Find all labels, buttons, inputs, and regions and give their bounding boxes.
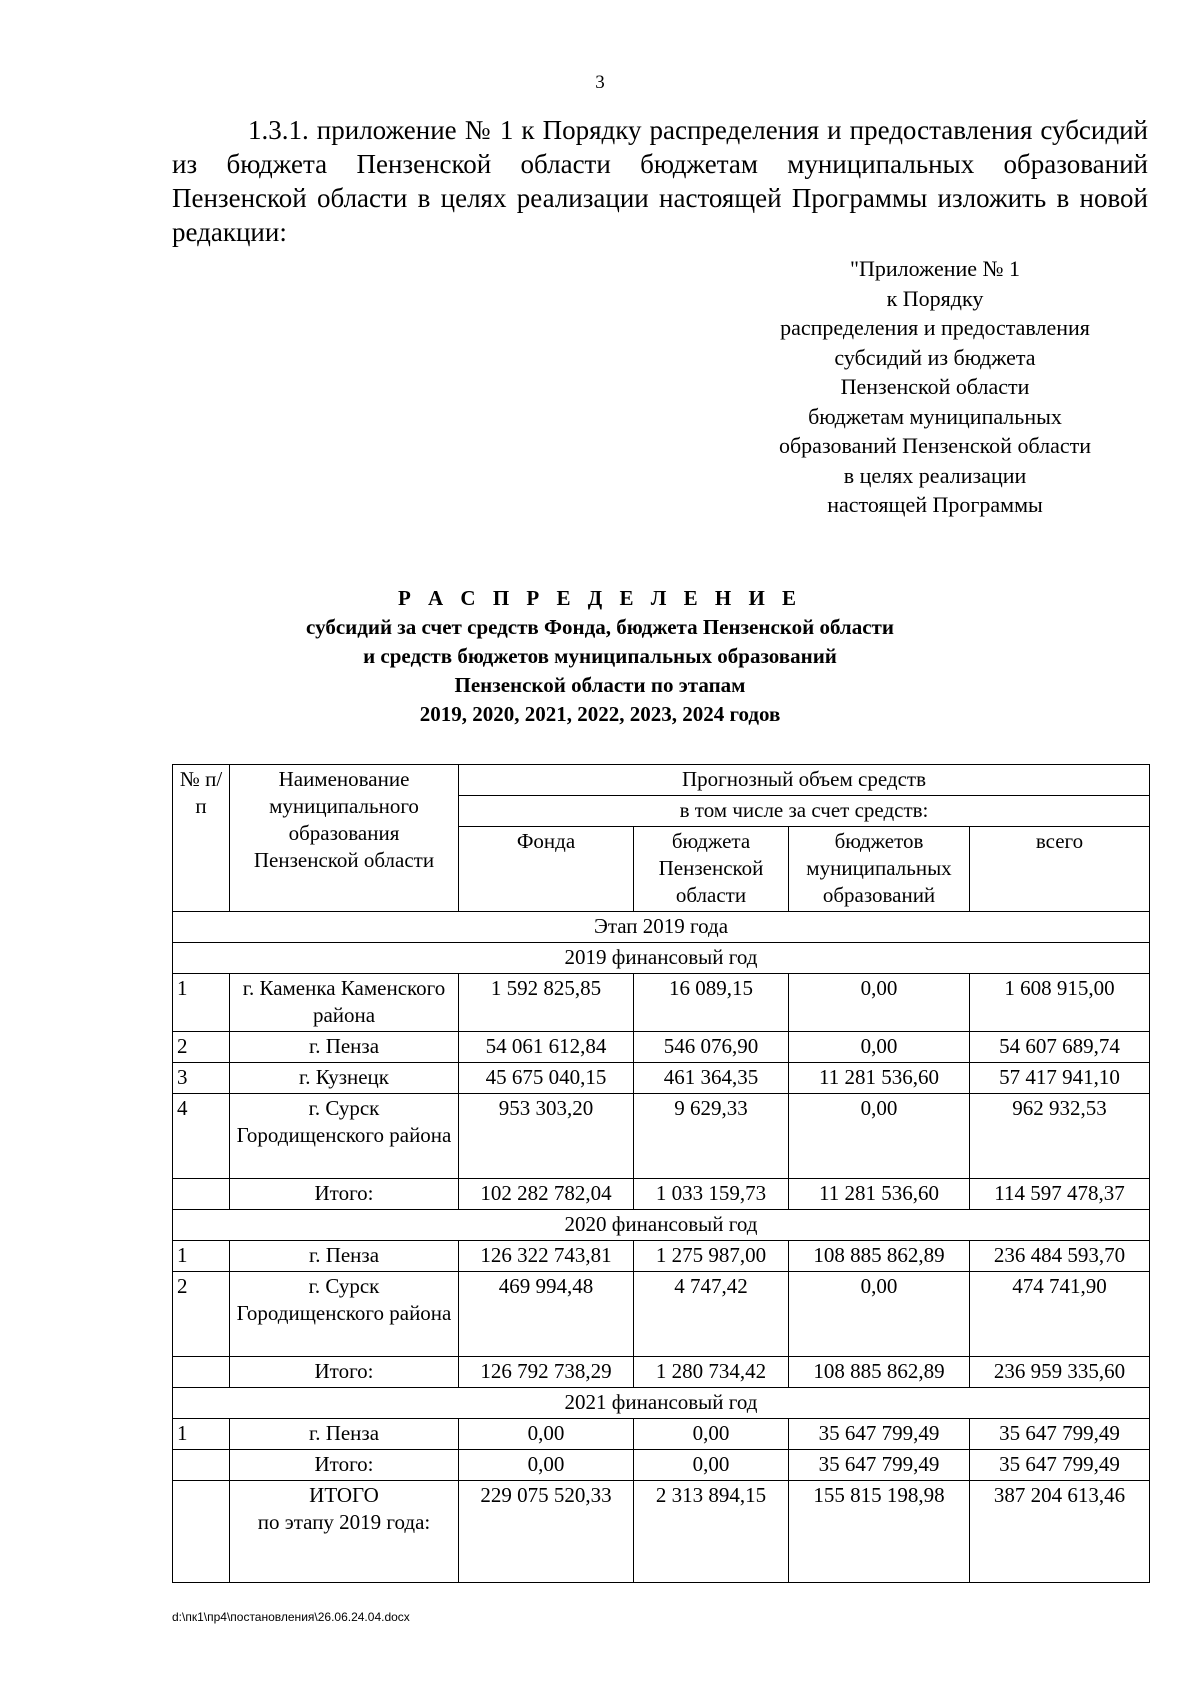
cell-total: 57 417 941,10 (970, 1063, 1150, 1094)
table-header-row (173, 765, 1150, 796)
header-num: № п/п (173, 765, 230, 912)
cell-num: 1 (173, 974, 230, 1032)
distribution-table (172, 764, 1150, 1583)
heading-line: субсидий за счет средств Фонда, бюджета Пензенской области (306, 615, 894, 639)
cell-regional: 2 313 894,15 (634, 1481, 789, 1583)
heading-line: и средств бюджетов муниципальных образований (363, 644, 837, 668)
cell-regional: 1 033 159,73 (634, 1179, 789, 1210)
cell-num: 1 (173, 1419, 230, 1450)
cell-fund: 953 303,20 (459, 1094, 634, 1179)
header-forecast: Прогнозный объем средств (459, 765, 1150, 796)
cell-municipal: 0,00 (789, 1272, 970, 1357)
cell-fund: 229 075 520,33 (459, 1481, 634, 1583)
year-row (173, 943, 1150, 974)
cell-regional: 9 629,33 (634, 1094, 789, 1179)
stage-row (173, 912, 1150, 943)
heading-title: Р А С П Р Е Д Е Л Е Н И Е (397, 586, 803, 610)
appendix-line: настоящей Программы (827, 492, 1043, 517)
grand-total-row (173, 1481, 1150, 1583)
table-row (173, 1419, 1150, 1450)
cell-total: 236 484 593,70 (970, 1241, 1150, 1272)
cell-fund: 102 282 782,04 (459, 1179, 634, 1210)
header-regional: бюджета Пензенской области (634, 827, 789, 912)
cell-municipal: 108 885 862,89 (789, 1241, 970, 1272)
table-row (173, 1063, 1150, 1094)
cell-num: 1 (173, 1241, 230, 1272)
table-row (173, 1032, 1150, 1063)
cell-municipal: 108 885 862,89 (789, 1357, 970, 1388)
intro-paragraph: 1.3.1. приложение № 1 к Порядку распределения и предоставления субсидий из бюджета Пензенской области бюджетам муниципальных образований Пензенской области в целях реализации настоящей Программы изложить в новой редакции: (172, 115, 1148, 247)
cell-regional: 546 076,90 (634, 1032, 789, 1063)
cell-total: 236 959 335,60 (970, 1357, 1150, 1388)
file-path-footer: d:\пк1\пр4\постановления\26.06.24.04.docx (172, 1610, 410, 1624)
appendix-line: "Приложение № 1 (849, 256, 1021, 281)
header-total: всего (970, 827, 1150, 912)
cell-municipal: 11 281 536,60 (789, 1179, 970, 1210)
cell-num (173, 1481, 230, 1583)
year-label: 2019 финансовый год (173, 943, 1150, 974)
cell-total: 114 597 478,37 (970, 1179, 1150, 1210)
table-row (173, 1094, 1150, 1179)
header-municipal: бюджетов муниципальных образований (789, 827, 970, 912)
heading-line: 2019, 2020, 2021, 2022, 2023, 2024 годов (419, 702, 781, 726)
cell-name: г. Каменка Каменского района (230, 974, 459, 1032)
cell-num: 2 (173, 1032, 230, 1063)
cell-name: Итого: (230, 1450, 459, 1481)
cell-regional: 1 280 734,42 (634, 1357, 789, 1388)
cell-name: г. Пенза (230, 1419, 459, 1450)
cell-regional: 16 089,15 (634, 974, 789, 1032)
year-label: 2020 финансовый год (173, 1210, 1150, 1241)
cell-num (173, 1357, 230, 1388)
cell-fund: 1 592 825,85 (459, 974, 634, 1032)
cell-fund: 0,00 (459, 1419, 634, 1450)
cell-total: 962 932,53 (970, 1094, 1150, 1179)
appendix-line: субсидий из бюджета (834, 344, 1036, 370)
cell-municipal: 11 281 536,60 (789, 1063, 970, 1094)
year-row (173, 1210, 1150, 1241)
cell-total: 387 204 613,46 (970, 1481, 1150, 1583)
cell-total: 54 607 689,74 (970, 1032, 1150, 1063)
cell-municipal: 155 815 198,98 (789, 1481, 970, 1583)
document-heading (0, 584, 1200, 729)
cell-name: Итого: (230, 1179, 459, 1210)
cell-municipal: 0,00 (789, 1094, 970, 1179)
subtotal-row (173, 1357, 1150, 1388)
appendix-line: к Порядку (886, 285, 984, 311)
header-name: Наименование муниципального образования Пензенской области (230, 765, 459, 912)
appendix-line: распределения и предоставления (780, 315, 1090, 340)
stage-label: Этап 2019 года (173, 912, 1150, 943)
grand-total-label: ИТОГО (309, 1483, 379, 1507)
cell-fund: 0,00 (459, 1450, 634, 1481)
year-label: 2021 финансовый год (173, 1388, 1150, 1419)
cell-num (173, 1450, 230, 1481)
cell-regional: 0,00 (634, 1419, 789, 1450)
cell-name: Итого: (230, 1357, 459, 1388)
appendix-line: образований Пензенской области (778, 433, 1091, 458)
cell-regional: 0,00 (634, 1450, 789, 1481)
cell-total: 1 608 915,00 (970, 974, 1150, 1032)
appendix-line: Пензенской области (840, 374, 1030, 399)
page-number: 3 (595, 72, 605, 93)
cell-num: 3 (173, 1063, 230, 1094)
heading-line: Пензенской области по этапам (454, 673, 746, 697)
appendix-line: бюджетам муниципальных (808, 403, 1062, 429)
cell-fund: 469 994,48 (459, 1272, 634, 1357)
table-row (173, 1241, 1150, 1272)
cell-municipal: 35 647 799,49 (789, 1419, 970, 1450)
cell-fund: 54 061 612,84 (459, 1032, 634, 1063)
header-including: в том числе за счет средств: (459, 796, 1150, 827)
cell-name: г. Сурск Городищенского района (230, 1272, 459, 1357)
appendix-line: в целях реализации (843, 462, 1027, 488)
subtotal-row (173, 1179, 1150, 1210)
cell-total: 35 647 799,49 (970, 1450, 1150, 1481)
cell-num (173, 1179, 230, 1210)
table-row (173, 1272, 1150, 1357)
cell-fund: 126 792 738,29 (459, 1357, 634, 1388)
cell-municipal: 0,00 (789, 974, 970, 1032)
cell-regional: 4 747,42 (634, 1272, 789, 1357)
cell-total: 35 647 799,49 (970, 1419, 1150, 1450)
cell-num: 2 (173, 1272, 230, 1357)
cell-fund: 126 322 743,81 (459, 1241, 634, 1272)
cell-name: г. Сурск Городищенского района (230, 1094, 459, 1179)
appendix-reference (740, 254, 1130, 520)
cell-name: г. Пенза (230, 1032, 459, 1063)
cell-municipal: 35 647 799,49 (789, 1450, 970, 1481)
cell-name: г. Кузнецк (230, 1063, 459, 1094)
cell-total: 474 741,90 (970, 1272, 1150, 1357)
grand-total-sublabel: по этапу 2019 года: (257, 1510, 431, 1534)
cell-municipal: 0,00 (789, 1032, 970, 1063)
header-fund: Фонда (459, 827, 634, 912)
year-row (173, 1388, 1150, 1419)
cell-num: 4 (173, 1094, 230, 1179)
cell-regional: 1 275 987,00 (634, 1241, 789, 1272)
cell-regional: 461 364,35 (634, 1063, 789, 1094)
table-row (173, 974, 1150, 1032)
subtotal-row (173, 1450, 1150, 1481)
cell-fund: 45 675 040,15 (459, 1063, 634, 1094)
cell-name: г. Пенза (230, 1241, 459, 1272)
cell-name (230, 1481, 459, 1583)
